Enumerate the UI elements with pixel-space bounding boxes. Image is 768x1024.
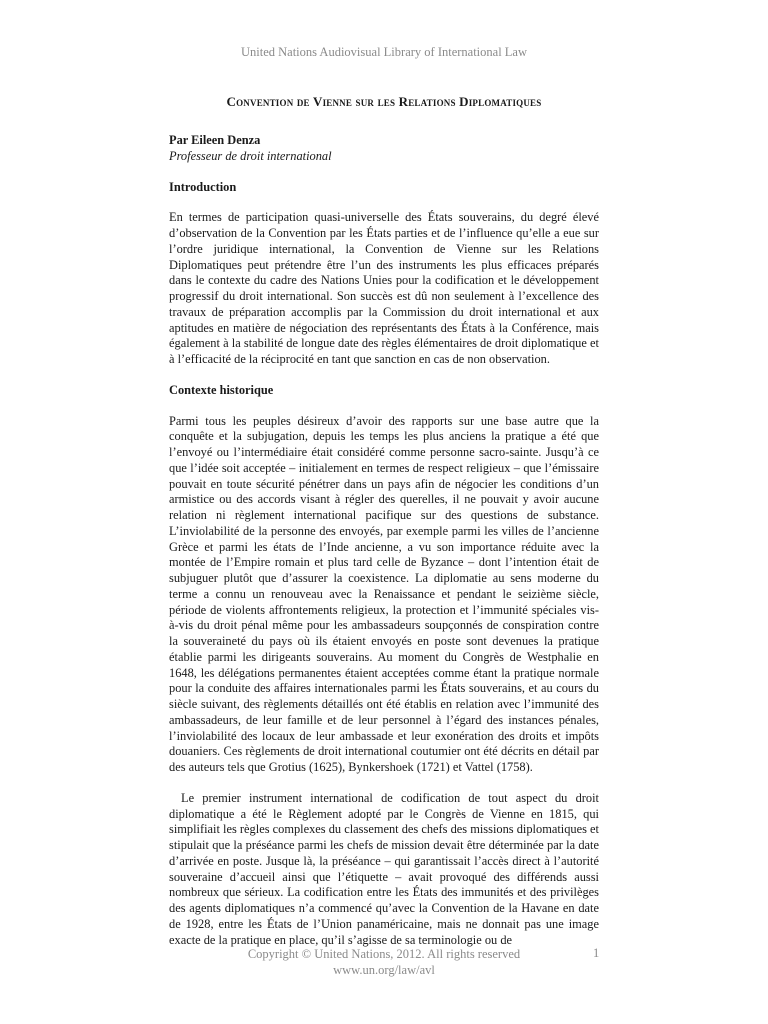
paragraph: Parmi tous les peuples désireux d’avoir des rapports sur une base autre que la conquête et la subjugation, depuis les temps les plus anciens la pratique a été que l’envoyé ou l’intermédiaire était considéré comme personne sacro-sainte. Jusqu’à ce que l’idée soit acceptée – initialement en termes de respect religieux – que l’émissaire pouvait en toute sécurité pénétrer dans un pays afin de négocier les conditions d’un armistice ou des accords visant à régler des querelles, il ne pouvait y avoir aucune relation ni règlement international pacifique sur des questions de substance. L’inviolabilité de la personne des envoyés, par exemple parmi les villes de l’ancienne Grèce et parmi les états de l’Inde ancienne, a vu son importance réduite avec la montée de l’Empire romain et plus tard celle de Byzance – dont l’intention était de subjuguer plutôt que d’assurer la coexistence. La diplomatie au sens moderne du terme a connu un renouveau avec la Renaissance et pendant le seizième siècle, période de violents affrontements religieux, la protection et l’immunité spéciales vis-à-vis du droit pénal même pour les ambassadeurs soupçonnés de conspiration contre la souveraineté du pays où ils étaient envoyés en poste sont devenues la pratique établie parmi les dirigeants souverains. Au moment du Congrès de Westphalie en 1648, les délégations permanentes étaient acceptées comme étant la pratique normale pour la conduite des affaires internationales parmi les États souverains, et au cours du siècle suivant, des règlements détaillés ont été établis en relation avec l’immunité des ambassadeurs, de leur famille et de leur personnel à l’égard des instances pénales, l’inviolabilité des locaux de leur ambassade et leur exonération des droits et impôts douaniers. Ces règlements de droit international coutumier ont été décrits en détail par des auteurs tels que Grotius (1625), Bynkershoek (1721) et Vattel (1758). xyxy=(169,413,599,774)
document-body xyxy=(169,133,599,963)
section-heading-introduction: Introduction xyxy=(169,179,237,194)
footer-url: www.un.org/law/avl xyxy=(333,963,435,977)
page-footer xyxy=(0,946,768,978)
document-title: Convention de Vienne sur les Relations Diplomatiques xyxy=(226,94,542,109)
running-header: United Nations Audiovisual Library of International Law xyxy=(240,45,528,59)
author-role: Professeur de droit international xyxy=(169,148,332,163)
author-name: Par Eileen Denza xyxy=(169,133,261,147)
section-heading-contexte-historique: Contexte historique xyxy=(169,382,274,397)
paragraph: En termes de participation quasi-universelle des États souverains, du degré élevé d’observation de la Convention par les États parties et de l’influence qu’elle a eue sur l’ordre juridique international, la Convention de Vienne sur les Relations Diplomatiques peut prétendre être l’un des instruments les plus efficaces préparés dans le contexte du cadre des Nations Unies pour la codification et le développement progressif du droit international. Son succès est dû non seulement à l’excellence des travaux de préparation accomplis par la Commission du droit international et aux aptitudes en matière de négociation des représentants des États à la Conférence, mais également à la stabilité de longue date des règles élémentaires de droit diplomatique et à l’efficacité de la réciprocité en tant que sanction en cas de non observation. xyxy=(169,210,599,366)
paragraph: Le premier instrument international de codification de tout aspect du droit diplomatique a été le Règlement adopté par le Congrès de Vienne en 1815, qui simplifiait les règles complexes du classement des chefs des missions diplomatiques et stipulait que la préséance parmi les chefs de mission devait être déterminée par la date d’arrivée en poste. Jusque là, la préséance – qui garantissait l’accès direct à l’autorité souveraine d’accueil ainsi que l’étiquette – avait provoqué des différends aussi nombreux que sérieux. La codification entre les États des immunités et des privilèges des agents diplomatiques n’a commencé qu’avec la Convention de la Havane en date de 1928, entre les États de l’Union panaméricaine, mais ne donnait pas une image exacte de la pratique en place, qu’il s’agisse de sa terminologie ou de xyxy=(169,790,599,947)
copyright-notice: Copyright © United Nations, 2012. All rights reserved xyxy=(247,947,521,961)
page-number: 1 xyxy=(593,946,600,960)
